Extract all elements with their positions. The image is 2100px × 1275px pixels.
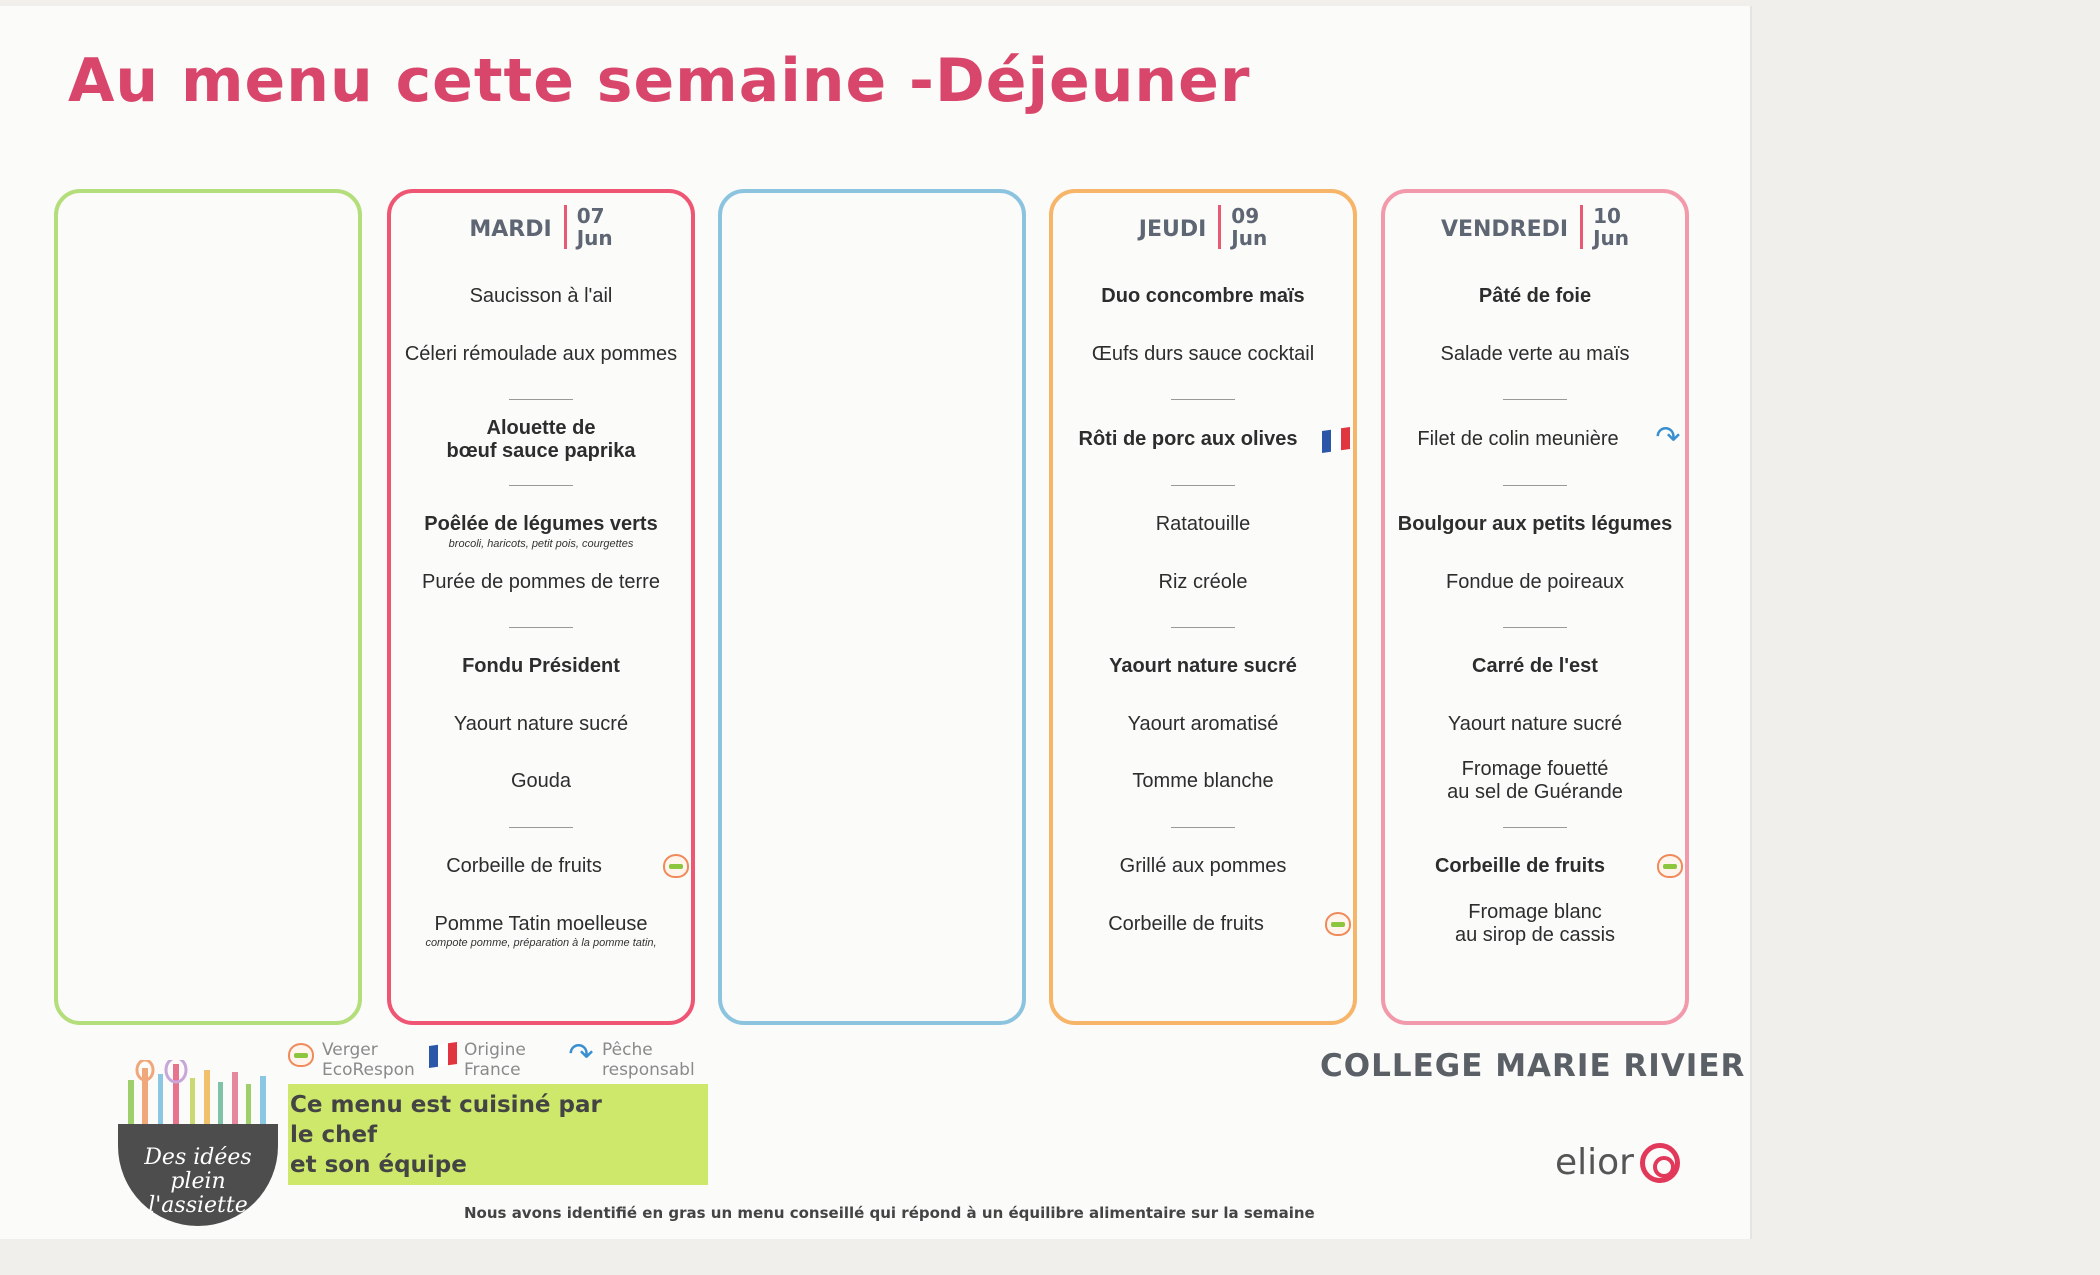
menu-item: Fondue de poireaux xyxy=(1446,571,1624,593)
menu-item: Yaourt nature sucré xyxy=(1447,713,1623,735)
menu-item: au sirop de cassis xyxy=(1454,924,1616,946)
menu-item: Saucisson à l'ail xyxy=(469,285,613,307)
menu-item: Pâté de foie xyxy=(1478,285,1592,307)
divider xyxy=(509,627,573,628)
day-card-mercredi xyxy=(718,189,1026,1025)
divider xyxy=(1171,399,1235,400)
menu-item-detail: brocoli, haricots, petit pois, courgettes xyxy=(448,538,634,550)
badge-line: Ce menu est cuisiné par xyxy=(290,1092,602,1118)
day-month: Jun xyxy=(576,226,613,250)
day-date xyxy=(564,205,613,249)
day-number: 07 xyxy=(576,204,605,228)
divider xyxy=(509,399,573,400)
school-name: COLLEGE MARIE RIVIER xyxy=(1320,1048,1746,1084)
day-header xyxy=(391,205,691,249)
divider xyxy=(1503,399,1567,400)
menu-item: Corbeille de fruits xyxy=(1108,913,1264,935)
divider xyxy=(1503,485,1567,486)
menu-item-detail: compote pomme, préparation à la pomme tatin, xyxy=(425,937,657,949)
menu-item: Fromage blanc xyxy=(1468,901,1602,923)
menu-item: bœuf sauce paprika xyxy=(446,440,636,462)
france-flag-icon xyxy=(428,1040,458,1070)
day-month: Jun xyxy=(1231,226,1268,250)
menu-item: Riz créole xyxy=(1158,571,1248,593)
menu-item: Yaourt nature sucré xyxy=(1109,655,1297,677)
logo-text: l'assiette xyxy=(148,1193,248,1218)
legend-label: France xyxy=(464,1060,521,1080)
day-month: Jun xyxy=(1593,226,1630,250)
menu-item: Filet de colin meunière xyxy=(1417,428,1619,450)
elior-mark-icon xyxy=(1640,1143,1680,1183)
menu-item: Corbeille de fruits xyxy=(446,855,602,877)
menu-item: Gouda xyxy=(510,770,572,792)
day-number: 10 xyxy=(1593,204,1621,228)
page-title: Au menu cette semaine -Déjeuner xyxy=(68,46,1251,116)
badge-line: et son équipe xyxy=(290,1152,467,1178)
legend-label: responsabl xyxy=(602,1060,695,1080)
day-card-lundi xyxy=(54,189,362,1025)
legend-label: EcoRespon xyxy=(322,1060,415,1080)
day-name: JEUDI xyxy=(1138,216,1207,242)
divider xyxy=(509,485,573,486)
menu-item: Rôti de porc aux olives xyxy=(1078,428,1298,450)
day-name: MARDI xyxy=(469,216,552,242)
chef-logo xyxy=(118,1124,278,1226)
menu-item: Duo concombre maïs xyxy=(1101,285,1305,307)
menu-item: Pomme Tatin moelleuse xyxy=(434,913,648,935)
apple-icon xyxy=(661,851,691,881)
menu-item: Yaourt nature sucré xyxy=(453,713,629,735)
menu-item: Yaourt aromatisé xyxy=(1127,713,1279,735)
apple-icon xyxy=(1655,851,1685,881)
utensils-illustration xyxy=(118,1060,278,1126)
menu-item: Poêlée de légumes verts xyxy=(424,513,658,535)
divider xyxy=(1171,827,1235,828)
day-date xyxy=(1218,205,1267,249)
day-header xyxy=(1385,205,1685,249)
menu-item: Boulgour aux petits légumes xyxy=(1397,513,1673,535)
divider xyxy=(1171,627,1235,628)
elior-logo xyxy=(1555,1142,1680,1183)
dolphin-icon: ↷ xyxy=(1655,421,1681,454)
badge-line: le chef xyxy=(290,1122,378,1148)
day-card-mardi xyxy=(387,189,695,1025)
day-date xyxy=(1580,205,1629,249)
apple-icon xyxy=(286,1040,316,1070)
menu-item: Œufs durs sauce cocktail xyxy=(1091,343,1315,365)
menu-item: Fondu Président xyxy=(462,655,620,677)
france-flag-icon xyxy=(1321,425,1351,455)
day-number: 09 xyxy=(1231,204,1260,228)
menu-sheet xyxy=(0,6,1752,1239)
menu-item: Purée de pommes de terre xyxy=(422,571,660,593)
divider xyxy=(1503,827,1567,828)
menu-item: Ratatouille xyxy=(1155,513,1251,535)
footnote: Nous avons identifié en gras un menu conseillé qui répond à un équilibre alimentaire sur la semaine xyxy=(464,1204,1315,1222)
divider xyxy=(509,827,573,828)
legend-peche xyxy=(566,1037,695,1080)
menu-item: Céleri rémoulade aux pommes xyxy=(404,343,678,365)
menu-item: Grillé aux pommes xyxy=(1119,855,1287,877)
divider xyxy=(1171,485,1235,486)
day-card-jeudi xyxy=(1049,189,1357,1025)
brand-name: elior xyxy=(1555,1142,1634,1183)
menu-item: Salade verte au maïs xyxy=(1440,343,1630,365)
day-name: VENDREDI xyxy=(1440,216,1569,242)
apple-icon xyxy=(1323,909,1353,939)
legend-label: Origine xyxy=(464,1040,526,1060)
divider xyxy=(1503,627,1567,628)
legend-verger xyxy=(286,1040,415,1080)
menu-item: Carré de l'est xyxy=(1472,655,1598,677)
day-header xyxy=(1053,205,1353,249)
chef-badge-text xyxy=(290,1090,602,1180)
legend-origine xyxy=(428,1040,526,1080)
legend-label: Verger xyxy=(322,1040,378,1060)
menu-item: Alouette de xyxy=(486,417,596,439)
legend-label: Pêche xyxy=(602,1040,653,1060)
menu-item: au sel de Guérande xyxy=(1447,781,1623,803)
menu-item: Fromage fouetté xyxy=(1461,758,1609,780)
menu-item: Corbeille de fruits xyxy=(1434,855,1606,877)
day-card-vendredi xyxy=(1381,189,1689,1025)
logo-text: Des idées plein xyxy=(144,1145,252,1194)
dolphin-icon: ↷ xyxy=(568,1037,594,1072)
menu-item: Tomme blanche xyxy=(1132,770,1274,792)
